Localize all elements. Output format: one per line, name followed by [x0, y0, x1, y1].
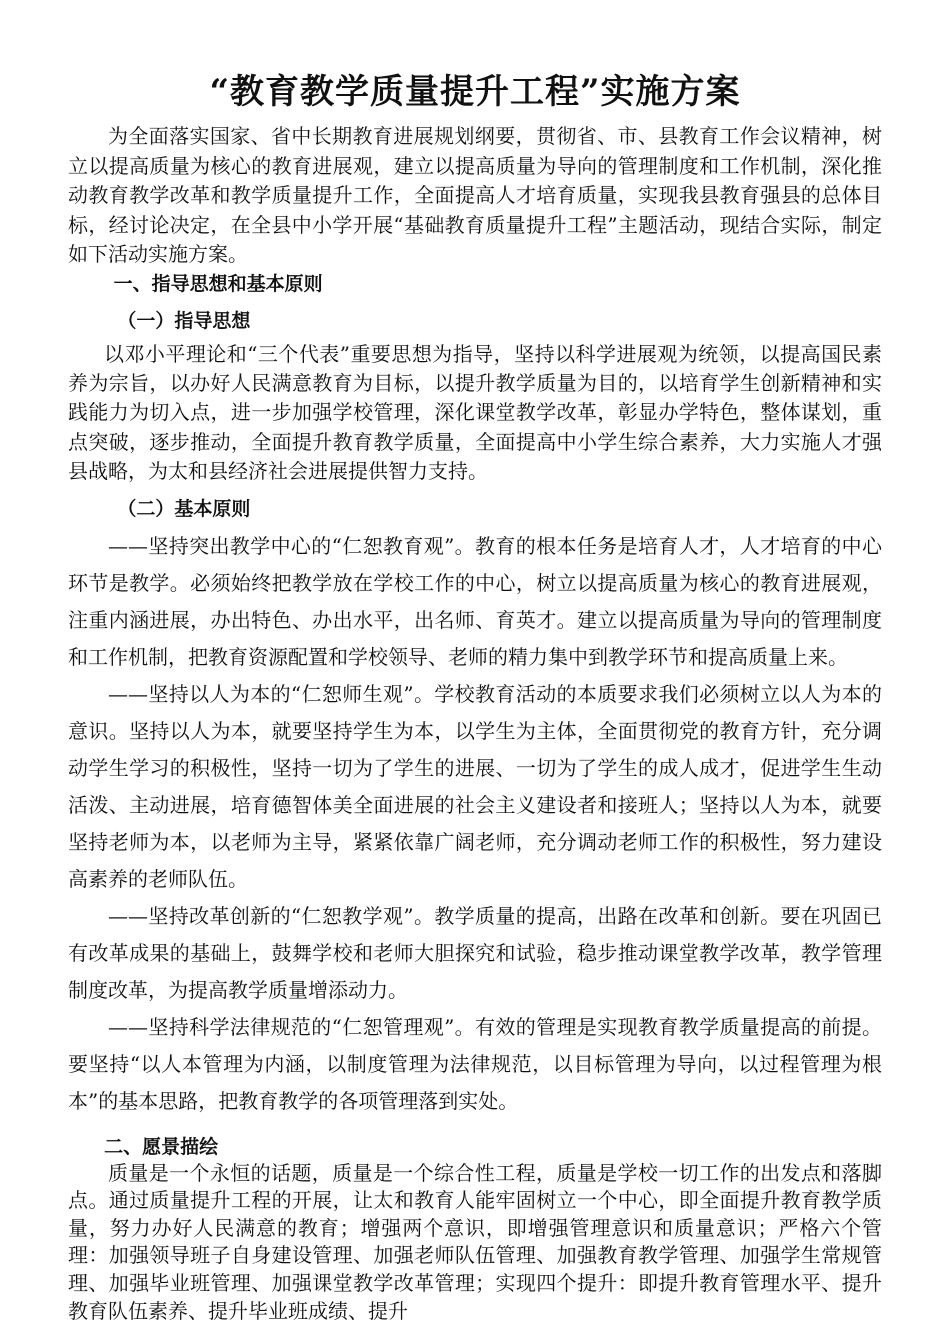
intro-paragraph: 为全面落实国家、省中长期教育进展规划纲要，贯彻省、市、县教育工作会议精神，树立以提高质量为核心的教育进展观，建立以提高质量为导向的管理制度和工作机制，深化推动教育教学改革和教学质量提升工作，全面提高人才培育质量，实现我县教育强县的总体目标，经讨论决定，在全县中小学开展“基础教育质量提升工程”主题活动，现结合实际，制定如下活动实施方案。	[68, 124, 882, 266]
document-page	[68, 70, 882, 1325]
section1-heading: 一、指导思想和基本原则	[113, 272, 323, 295]
basic-principles-heading: （二）基本原则	[117, 497, 251, 520]
vision-paragraph: 质量是一个永恒的话题，质量是一个综合性工程，质量是学校一切工作的出发点和落脚点。通过质量提升工程的开展，让太和教育人能牢固树立一个中心，即全面提升教育教学质量，努力办好人民满意的教育；增强两个意识，即增强管理意识和质量意识；严格六个管理：加强领导班子自身建设管理、加强老师队伍管理、加强教育教学管理、加强学生常规管理、加强毕业班管理、加强课堂教学改革管理；实现四个提升：即提升教育管理水平、提升教育队伍素养、提升毕业班成绩、提升	[68, 1160, 882, 1323]
principle-paragraph: ——坚持以人为本的“仁恕师生观”。学校教育活动的本质要求我们必须树立以人为本的意识。坚持以人为本，就要坚持学生为本，以学生为主体，全面贯彻党的教育方针，充分调动学生学习的积极性，坚持一切为了学生的进展、一切为了学生的成人成才，促进学生生动活泼、主动进展，培育德智体美全面进展的社会主义建设者和接班人；坚持以人为本，就要坚持老师为本，以老师为主导，紧紧依靠广阔老师，充分调动老师工作的积极性，努力建设高素养的老师队伍。	[68, 681, 882, 891]
guiding-thought-paragraph: 以邓小平理论和“三个代表”重要思想为指导，坚持以科学进展观为统领，以提高国民素养为宗旨，以办好人民满意教育为目标，以提升教学质量为目的，以培育学生创新精神和实践能力为切入点，进一步加强学校管理，深化课堂教学改革，彰显办学特色，整体谋划，重点突破，逐步推动，全面提升教育教学质量，全面提高中小学生综合素养，大力实施人才强县战略，为太和县经济社会进展提供智力支持。	[68, 341, 882, 484]
principle-paragraph: ——坚持突出教学中心的“仁恕教育观”。教育的根本任务是培育人才，人才培育的中心环节是教学。必须始终把教学放在学校工作的中心，树立以提高质量为核心的教育进展观，注重内涵进展，办出特色、办出水平，出名师、育英才。建立以提高质量为导向的管理制度和工作机制，把教育资源配置和学校领导、老师的精力集中到教学环节和提高质量上来。	[68, 533, 882, 669]
principle-paragraph: ——坚持改革创新的“仁恕教学观”。教学质量的提高，出路在改革和创新。要在巩固已有改革成果的基础上，鼓舞学校和老师大胆探究和试验，稳步推动课堂教学改革，教学管理制度改革，为提高教学质量增添动力。	[68, 903, 882, 1002]
guiding-thought-heading: （一）指导思想	[117, 309, 251, 332]
section2-heading: 二、愿景描绘	[104, 1135, 219, 1158]
principle-paragraph: ——坚持科学法律规范的“仁恕管理观”。有效的管理是实现教育教学质量提高的前提。要坚持“以人本管理为内涵，以制度管理为法律规范，以目标管理为导向，以过程管理为根本”的基本思路，把教育教学的各项管理落到实处。	[68, 1014, 882, 1113]
document-title: “教育教学质量提升工程”实施方案	[209, 72, 741, 112]
